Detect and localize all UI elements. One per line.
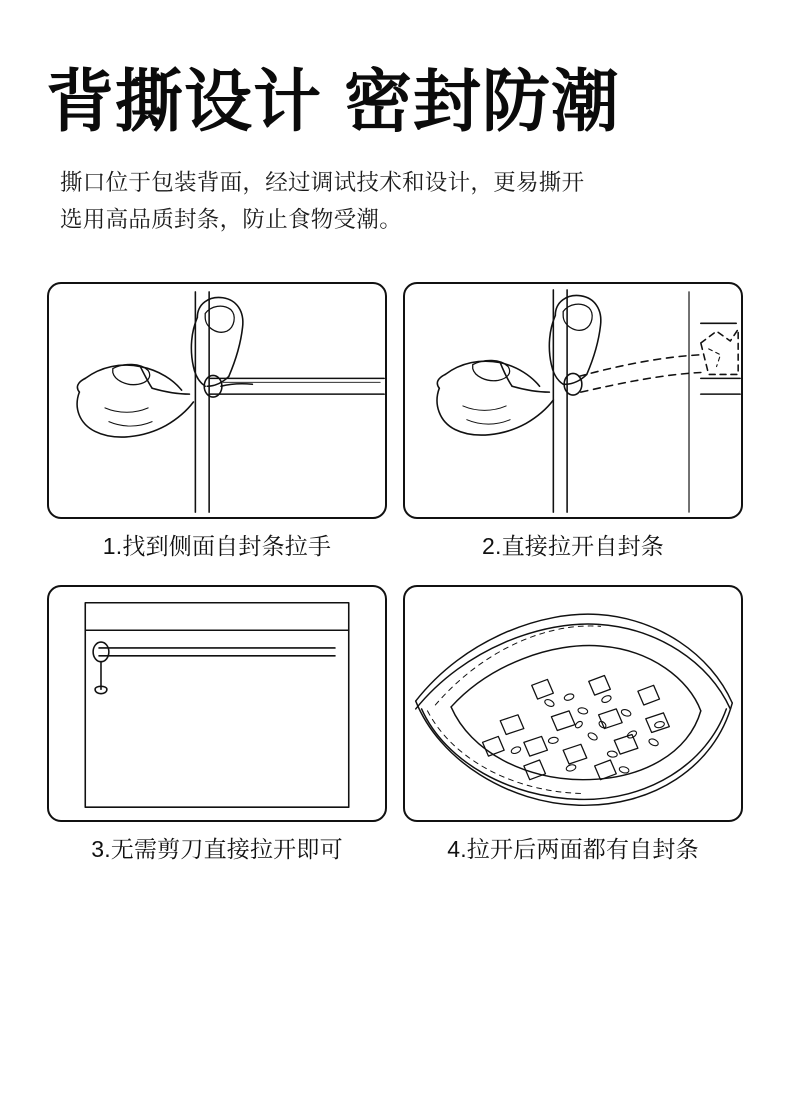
step-1: [47, 282, 387, 579]
step-1-caption: 1.找到侧面自封条拉手: [102, 533, 332, 560]
headline-part-2: 密封防潮: [344, 64, 621, 140]
step-2: [403, 282, 743, 579]
step-2-caption: 2.直接拉开自封条: [482, 533, 664, 560]
step-2-illustration: [403, 282, 743, 519]
step-3-caption: 3.无需剪刀直接拉开即可: [91, 835, 343, 862]
step-3: [47, 585, 387, 882]
steps-grid: [46, 282, 744, 881]
page-headline: [46, 66, 744, 139]
page-subcopy: [60, 165, 744, 238]
step-3-illustration: [47, 585, 387, 822]
promo-page: [0, 66, 790, 1096]
subcopy-line-2: 选用高品质封条，防止食物受潮。: [60, 206, 403, 232]
headline-part-1: 背撕设计: [46, 64, 323, 140]
step-4-illustration: [403, 585, 743, 822]
step-4-caption: 4.拉开后两面都有自封条: [447, 835, 699, 862]
subcopy-line-1: 撕口位于包装背面，经过调试技术和设计，更易撕开: [60, 170, 585, 196]
step-1-illustration: [47, 282, 387, 519]
step-4: [403, 585, 743, 882]
